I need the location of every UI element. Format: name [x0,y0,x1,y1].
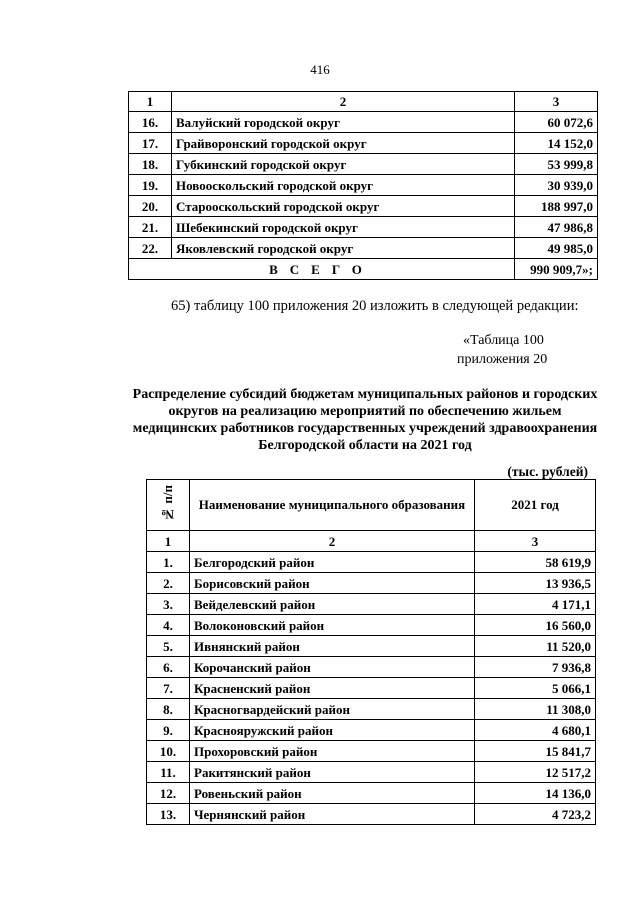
cell-num: 20. [129,196,172,217]
header-col-1: 1 [129,92,172,112]
cell-num: 16. [129,112,172,133]
table-row [147,804,596,825]
header-num-3: 3 [475,531,596,552]
cell-value: 14 152,0 [515,133,598,154]
cell-num: 21. [129,217,172,238]
cell-num: 9. [147,720,190,741]
cell-num: 18. [129,154,172,175]
instruction-text: 65) таблицу 100 приложения 20 изложить в следующей редакции: [171,298,579,314]
cell-value: 11 520,0 [475,636,596,657]
cell-value: 47 986,8 [515,217,598,238]
cell-num: 12. [147,783,190,804]
cell-name: Ивнянский район [190,636,475,657]
cell-name: Краснояружский район [190,720,475,741]
cell-name: Новооскольский городской округ [172,175,515,196]
table-row [129,154,598,175]
header-name: Наименование муниципального образования [190,480,475,531]
cell-name: Губкинский городской округ [172,154,515,175]
cell-name: Ракитянский район [190,762,475,783]
table-row [147,552,596,573]
subsidy-table [146,479,596,825]
table-row [147,615,596,636]
cell-value: 15 841,7 [475,741,596,762]
table-row [147,762,596,783]
cell-name: Яковлевский городской округ [172,238,515,259]
cell-value: 11 308,0 [475,699,596,720]
table-header-row [147,480,596,531]
table-row [129,196,598,217]
table-row [147,657,596,678]
cell-num: 3. [147,594,190,615]
table-title: Распределение субсидий бюджетам муниципальных районов и городских округов на реализацию мероприятий по обеспечению жильем медицинских работников государственных учреждений здравоохранения Белгородской области на 2021 год [132,387,598,453]
cell-value: 12 517,2 [475,762,596,783]
table-header-row [129,92,598,112]
cell-value: 49 985,0 [515,238,598,259]
header-col-3: 3 [515,92,598,112]
cell-num: 7. [147,678,190,699]
cell-value: 30 939,0 [515,175,598,196]
cell-value: 58 619,9 [475,552,596,573]
cell-value: 4 680,1 [475,720,596,741]
total-label: ВСЕГО [129,259,515,280]
table-row [147,783,596,804]
cell-num: 2. [147,573,190,594]
header-num-2: 2 [190,531,475,552]
table-row [147,636,596,657]
table-row [147,741,596,762]
table-row [147,720,596,741]
cell-value: 60 072,6 [515,112,598,133]
cell-num: 8. [147,699,190,720]
table-row [129,238,598,259]
table-row [147,594,596,615]
table-row [129,217,598,238]
cell-value: 7 936,8 [475,657,596,678]
cell-value: 16 560,0 [475,615,596,636]
cell-name: Вейделевский район [190,594,475,615]
header-num-1: 1 [147,531,190,552]
table-row [129,112,598,133]
total-value: 990 909,7»; [515,259,598,280]
cell-num: 13. [147,804,190,825]
table-header-numbers [147,531,596,552]
cell-value: 4 723,2 [475,804,596,825]
cell-value: 14 136,0 [475,783,596,804]
cell-name: Волоконовский район [190,615,475,636]
cell-name: Валуйский городской округ [172,112,515,133]
cell-name: Шебекинский городской округ [172,217,515,238]
cell-name: Красненский район [190,678,475,699]
header-col-2: 2 [172,92,515,112]
table-row [129,133,598,154]
table-row [147,573,596,594]
cell-num: 4. [147,615,190,636]
cell-value: 53 999,8 [515,154,598,175]
cell-num: 5. [147,636,190,657]
cell-name: Красногвардейский район [190,699,475,720]
cell-name: Чернянский район [190,804,475,825]
cell-num: 1. [147,552,190,573]
cell-name: Грайворонский городской округ [172,133,515,154]
cell-name: Борисовский район [190,573,475,594]
total-row [129,259,598,280]
units-label: (тыс. рублей) [507,464,588,479]
table-row [129,175,598,196]
cell-num: 10. [147,741,190,762]
cell-value: 188 997,0 [515,196,598,217]
page-number: 416 [310,62,330,77]
header-year: 2021 год [475,480,596,531]
cell-value: 5 066,1 [475,678,596,699]
cell-num: 19. [129,175,172,196]
cell-num: 17. [129,133,172,154]
continued-table [128,91,598,280]
cell-num: 6. [147,657,190,678]
cell-value: 13 936,5 [475,573,596,594]
cell-num: 22. [129,238,172,259]
cell-name: Ровеньский район [190,783,475,804]
table-row [147,678,596,699]
cell-num: 11. [147,762,190,783]
table-caption-line1: «Таблица 100 [463,333,544,348]
header-num-label: № п/п [160,484,175,522]
table-row [147,699,596,720]
cell-name: Прохоровский район [190,741,475,762]
cell-value: 4 171,1 [475,594,596,615]
cell-name: Белгородский район [190,552,475,573]
cell-name: Старооскольский городской округ [172,196,515,217]
header-num [147,480,190,531]
table-caption-line2: приложения 20 [457,352,548,367]
cell-name: Корочанский район [190,657,475,678]
